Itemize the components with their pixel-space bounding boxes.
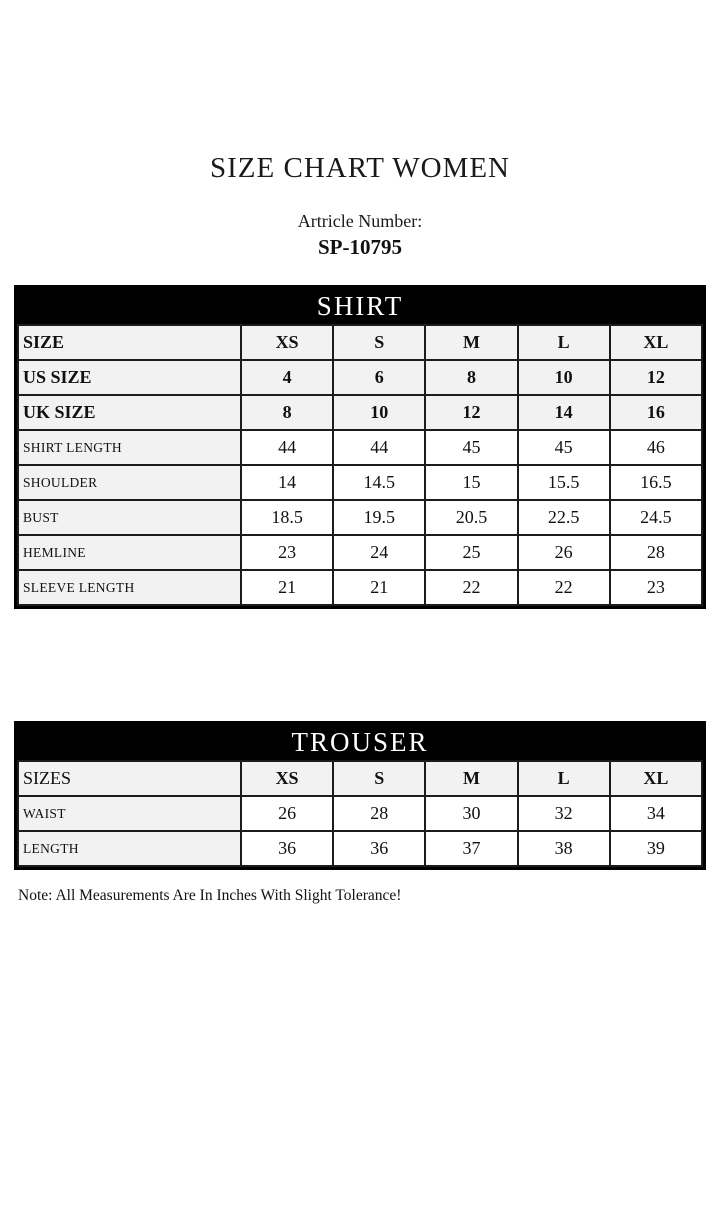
size-value-cell: 10: [333, 395, 425, 430]
size-value-cell: 16: [610, 395, 702, 430]
size-value-cell: 22: [425, 570, 517, 605]
size-value-cell: 14: [518, 395, 610, 430]
article-number-value: SP-10795: [318, 235, 402, 259]
table-row: [18, 796, 702, 831]
size-value-cell: 45: [518, 430, 610, 465]
size-value-cell: 14: [241, 465, 333, 500]
row-label: SIZES: [18, 761, 241, 796]
shirt-table-title: SHIRT: [17, 288, 703, 324]
table-row: [18, 535, 702, 570]
table-row: [18, 465, 702, 500]
size-value-cell: XS: [241, 325, 333, 360]
size-value-cell: 12: [425, 395, 517, 430]
row-label: BUST: [18, 500, 241, 535]
size-value-cell: 6: [333, 360, 425, 395]
size-value-cell: 24: [333, 535, 425, 570]
table-row: [18, 395, 702, 430]
row-label: UK SIZE: [18, 395, 241, 430]
size-value-cell: 23: [610, 570, 702, 605]
size-value-cell: 30: [425, 796, 517, 831]
size-value-cell: L: [518, 761, 610, 796]
size-value-cell: 44: [241, 430, 333, 465]
size-value-cell: 18.5: [241, 500, 333, 535]
size-value-cell: 26: [241, 796, 333, 831]
size-value-cell: XL: [610, 325, 702, 360]
size-value-cell: 12: [610, 360, 702, 395]
size-value-cell: 14.5: [333, 465, 425, 500]
size-value-cell: 10: [518, 360, 610, 395]
table-row: [18, 831, 702, 866]
size-value-cell: 24.5: [610, 500, 702, 535]
size-value-cell: 22.5: [518, 500, 610, 535]
size-value-cell: 34: [610, 796, 702, 831]
trouser-table-grid: [17, 760, 703, 867]
size-value-cell: L: [518, 325, 610, 360]
size-value-cell: S: [333, 761, 425, 796]
size-value-cell: 36: [241, 831, 333, 866]
row-label: SHOULDER: [18, 465, 241, 500]
page-title: SIZE CHART WOMEN: [210, 152, 510, 184]
size-value-cell: 8: [241, 395, 333, 430]
size-value-cell: 20.5: [425, 500, 517, 535]
table-row: [18, 500, 702, 535]
size-value-cell: 44: [333, 430, 425, 465]
size-value-cell: S: [333, 325, 425, 360]
size-value-cell: 8: [425, 360, 517, 395]
size-value-cell: 25: [425, 535, 517, 570]
size-value-cell: 46: [610, 430, 702, 465]
size-value-cell: 15.5: [518, 465, 610, 500]
size-value-cell: 4: [241, 360, 333, 395]
size-value-cell: M: [425, 325, 517, 360]
row-label: SLEEVE LENGTH: [18, 570, 241, 605]
row-label: US SIZE: [18, 360, 241, 395]
trouser-table-title: TROUSER: [17, 724, 703, 760]
row-label: HEMLINE: [18, 535, 241, 570]
size-value-cell: 22: [518, 570, 610, 605]
size-value-cell: 36: [333, 831, 425, 866]
size-value-cell: XL: [610, 761, 702, 796]
size-value-cell: 15: [425, 465, 517, 500]
size-value-cell: 39: [610, 831, 702, 866]
size-value-cell: 45: [425, 430, 517, 465]
size-value-cell: 32: [518, 796, 610, 831]
size-value-cell: 19.5: [333, 500, 425, 535]
size-value-cell: XS: [241, 761, 333, 796]
table-row: [18, 570, 702, 605]
size-value-cell: 28: [610, 535, 702, 570]
article-number-label: Artricle Number:: [297, 211, 423, 231]
size-value-cell: 21: [241, 570, 333, 605]
row-label: SIZE: [18, 325, 241, 360]
row-label: LENGTH: [18, 831, 241, 866]
table-row: [18, 430, 702, 465]
row-label: SHIRT LENGTH: [18, 430, 241, 465]
size-value-cell: 21: [333, 570, 425, 605]
size-value-cell: 38: [518, 831, 610, 866]
size-value-cell: 28: [333, 796, 425, 831]
row-label: WAIST: [18, 796, 241, 831]
measurement-note: Note: All Measurements Are In Inches With Slight Tolerance!: [18, 887, 402, 904]
table-row: [18, 761, 702, 796]
table-row: [18, 325, 702, 360]
size-value-cell: 16.5: [610, 465, 702, 500]
table-row: [18, 360, 702, 395]
shirt-table-grid: [17, 324, 703, 606]
size-value-cell: 23: [241, 535, 333, 570]
size-value-cell: 26: [518, 535, 610, 570]
size-value-cell: M: [425, 761, 517, 796]
trouser-size-table: [14, 721, 706, 870]
size-value-cell: 37: [425, 831, 517, 866]
shirt-size-table: [14, 285, 706, 609]
